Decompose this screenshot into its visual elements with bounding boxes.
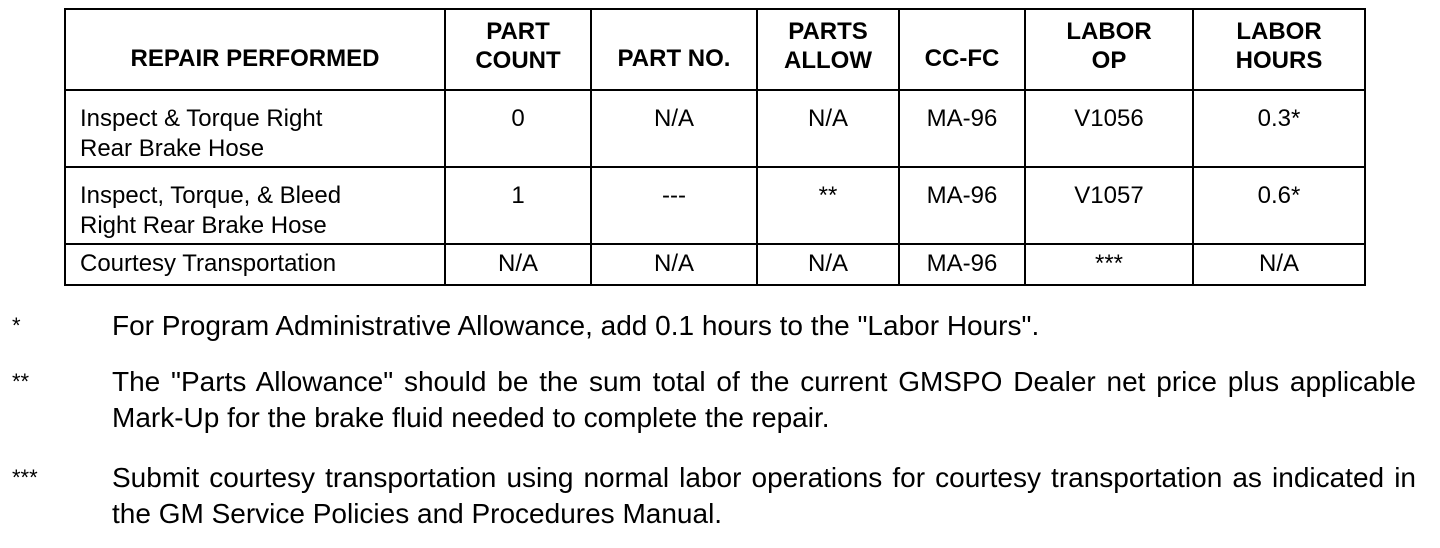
cell-parts-allow: N/A [757, 90, 899, 167]
cell-repair-performed: Courtesy Transportation [65, 244, 445, 285]
table-row [65, 167, 1365, 244]
footnote-mark: * [12, 313, 21, 338]
header-repair-performed: REPAIR PERFORMED [65, 9, 445, 90]
cell-cc-fc: MA-96 [899, 244, 1025, 285]
cell-labor-op: V1056 [1025, 90, 1193, 167]
cell-labor-op: V1057 [1025, 167, 1193, 244]
cell-cc-fc: MA-96 [899, 90, 1025, 167]
footnote-text: The "Parts Allowance" should be the sum total of the current GMSPO Dealer net price plus applicable Mark-Up for the brake fluid needed to complete the repair. [112, 366, 1416, 433]
footnote-mark: ** [12, 369, 30, 394]
cell-labor-op: *** [1025, 244, 1193, 285]
cell-repair-performed: Inspect & Torque Right Rear Brake Hose [65, 90, 445, 167]
cell-labor-hours: 0.3* [1193, 90, 1365, 167]
header-labor-hours: LABOR HOURS [1193, 9, 1365, 90]
table-row [65, 244, 1365, 285]
header-cc-fc: CC-FC [899, 9, 1025, 90]
cell-repair-performed: Inspect, Torque, & Bleed Right Rear Brake Hose [65, 167, 445, 244]
labor-operations-table [64, 8, 1366, 286]
header-parts-allow: PARTS ALLOW [757, 9, 899, 90]
footnote-text: For Program Administrative Allowance, add 0.1 hours to the "Labor Hours". [112, 310, 1040, 341]
cell-part-no: N/A [591, 90, 757, 167]
table-row [65, 90, 1365, 167]
cell-parts-allow: N/A [757, 244, 899, 285]
header-labor-op: LABOR OP [1025, 9, 1193, 90]
cell-cc-fc: MA-96 [899, 167, 1025, 244]
header-part-no: PART NO. [591, 9, 757, 90]
table-header-row [65, 9, 1365, 90]
cell-part-no: --- [591, 167, 757, 244]
cell-part-count: N/A [445, 244, 591, 285]
footnote-text: Submit courtesy transportation using normal labor operations for courtesy transportation as indicated in the GM Service Policies and Procedures Manual. [112, 462, 1416, 529]
cell-labor-hours: 0.6* [1193, 167, 1365, 244]
cell-part-no: N/A [591, 244, 757, 285]
header-part-count: PART COUNT [445, 9, 591, 90]
cell-part-count: 0 [445, 90, 591, 167]
cell-parts-allow: ** [757, 167, 899, 244]
cell-part-count: 1 [445, 167, 591, 244]
cell-labor-hours: N/A [1193, 244, 1365, 285]
footnote-mark: *** [12, 465, 38, 490]
